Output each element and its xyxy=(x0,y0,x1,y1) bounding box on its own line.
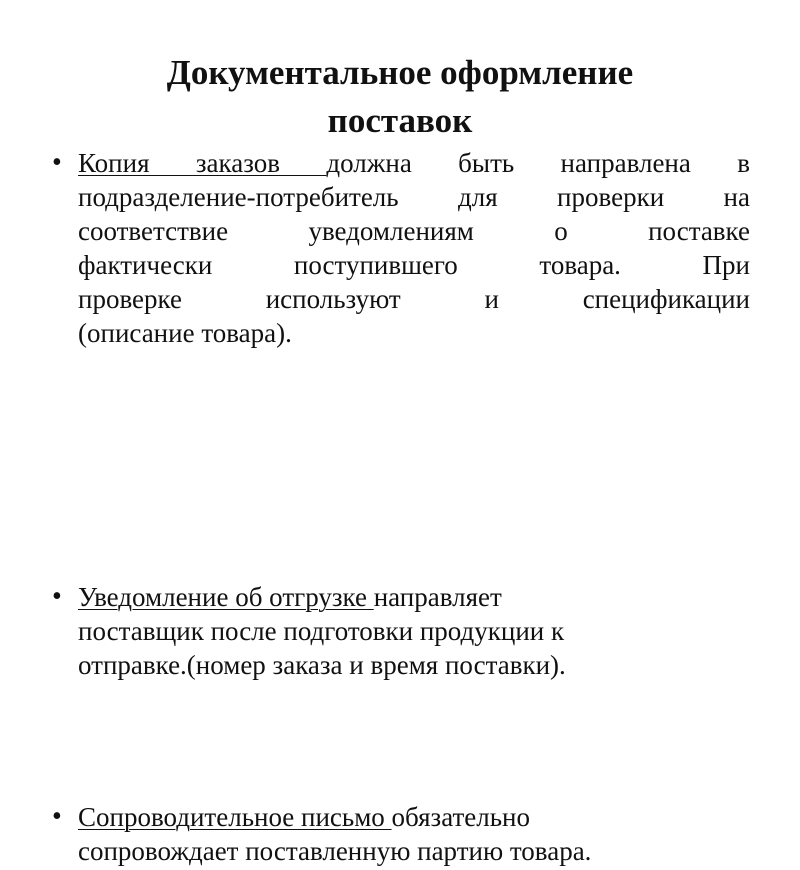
text-line: сопровождает поставленную партию товара. xyxy=(78,836,592,866)
text-fragment: обязательно xyxy=(391,802,531,832)
bullet-item-shipment-notice xyxy=(0,580,800,684)
bullet-text xyxy=(78,800,591,868)
title-line-2: поставок xyxy=(327,101,473,141)
text-line: проверке используют и спецификации xyxy=(78,284,750,314)
text-line: поставщик после подготовки продукции к xyxy=(78,616,565,646)
text-line: отправке.(номер заказа и время поставки). xyxy=(78,650,566,680)
bullet-text xyxy=(78,580,566,682)
text-line xyxy=(78,580,566,614)
bullet-item-cover-letter xyxy=(0,800,800,870)
text-line: (описание товара). xyxy=(78,318,292,348)
bullet-dot-icon: • xyxy=(52,147,62,178)
bullet-dot-icon: • xyxy=(52,581,62,612)
text-line xyxy=(78,800,591,834)
bullet-text xyxy=(78,146,750,350)
text-line: подразделение-потребитель для проверки на xyxy=(78,182,750,212)
underlined-term: Уведомление об отгрузке xyxy=(78,582,374,612)
slide-title xyxy=(40,49,760,145)
text-fragment: направляет xyxy=(373,582,502,612)
underlined-term: Копия заказов xyxy=(78,148,327,178)
bullet-list xyxy=(0,146,800,866)
text-line xyxy=(78,146,750,180)
text-line: фактически поступившего товара. При xyxy=(78,250,750,280)
bullet-item-order-copies xyxy=(0,146,800,356)
text-line: соответствие уведомлениям о поставке xyxy=(78,216,750,246)
underlined-term: Сопроводительное письмо xyxy=(78,802,392,832)
title-line-1: Документальное оформление xyxy=(166,53,634,93)
bullet-dot-icon: • xyxy=(52,801,62,832)
text-fragment: должна быть направлена в xyxy=(326,148,750,178)
